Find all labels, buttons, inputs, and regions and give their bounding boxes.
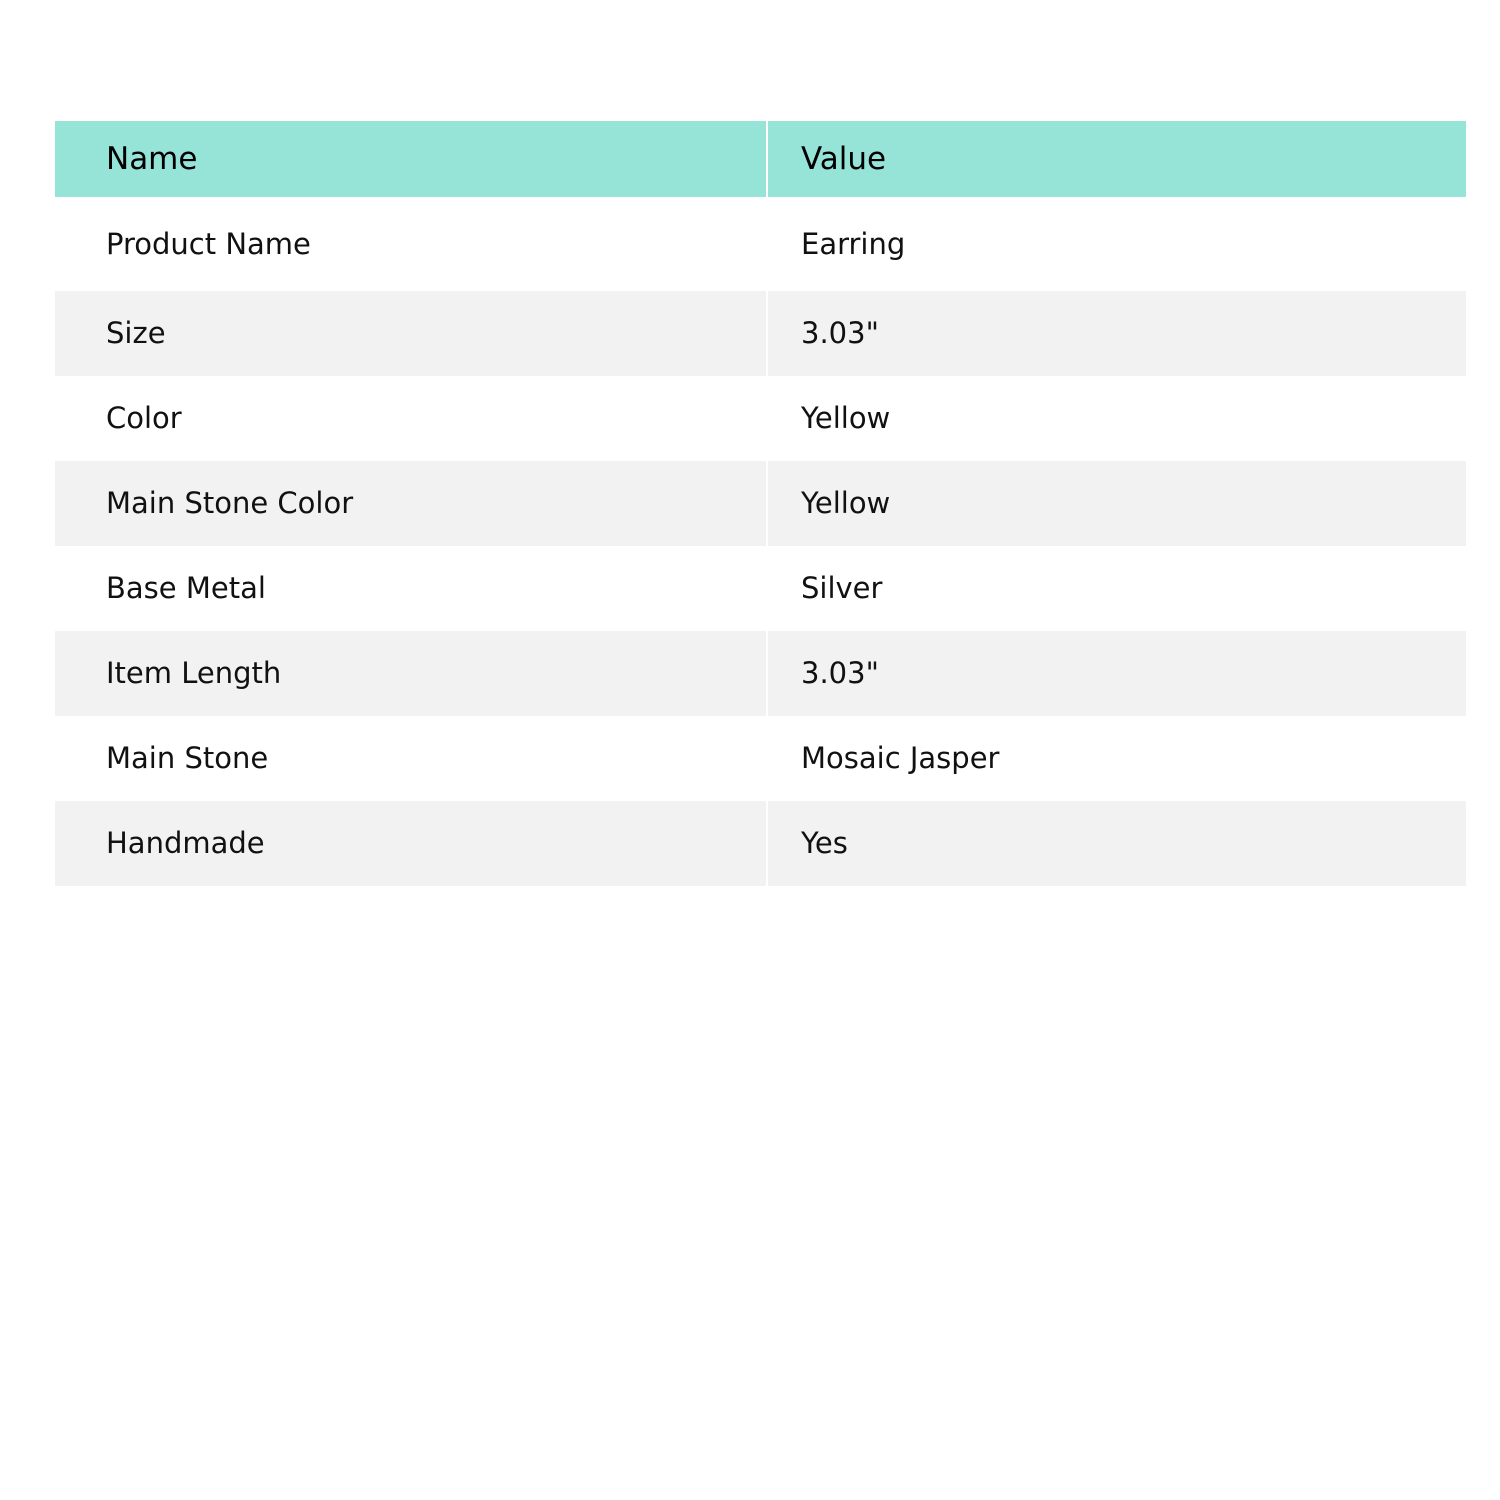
header-row (55, 121, 1466, 197)
header-name: Name (55, 121, 766, 197)
row-value: Silver (766, 546, 1466, 631)
table-body (55, 197, 1466, 886)
row-value: Earring (766, 197, 1466, 291)
table-row (55, 801, 1466, 886)
table-row (55, 291, 1466, 376)
row-name: Main Stone (55, 716, 766, 801)
table-row (55, 546, 1466, 631)
table-row (55, 631, 1466, 716)
row-value: 3.03" (766, 291, 1466, 376)
row-name: Product Name (55, 197, 766, 291)
row-value: Yellow (766, 461, 1466, 546)
row-name: Item Length (55, 631, 766, 716)
row-name: Size (55, 291, 766, 376)
row-name: Handmade (55, 801, 766, 886)
row-name: Base Metal (55, 546, 766, 631)
row-value: Mosaic Jasper (766, 716, 1466, 801)
table-header (55, 121, 1466, 197)
row-name: Color (55, 376, 766, 461)
header-value: Value (766, 121, 1466, 197)
table-row (55, 461, 1466, 546)
table-row (55, 376, 1466, 461)
table-row (55, 716, 1466, 801)
product-spec-table (55, 121, 1466, 886)
table-row (55, 197, 1466, 291)
row-value: 3.03" (766, 631, 1466, 716)
row-value: Yellow (766, 376, 1466, 461)
row-name: Main Stone Color (55, 461, 766, 546)
row-value: Yes (766, 801, 1466, 886)
